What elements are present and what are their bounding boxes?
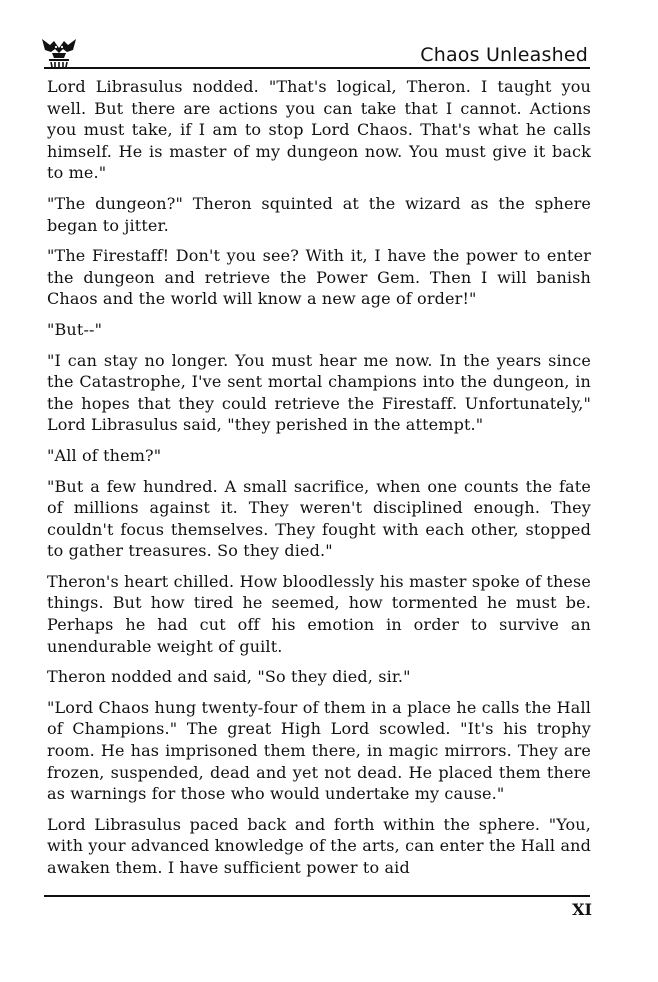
paragraph: Theron's heart chilled. How bloodlessly his master spoke of these things. But how tired he seemed, how tormented he must be. Perhaps he had cut off his emotion in order to survive an unendurable weight of guilt. [47,571,591,656]
paragraph: Theron nodded and said, "So they died, sir." [47,667,411,687]
paragraph: "The dungeon?" Theron squinted at the wizard as the sphere began to jitter. [47,193,591,235]
body-text [47,76,591,888]
page-header [40,36,588,70]
paragraph: "All of them?" [47,445,162,465]
paragraph: Lord Librasulus paced back and forth within the sphere. "You, with your advanced knowledge of the arts, can enter the Hall and awaken them. I have sufficient power to aid [47,814,591,877]
paragraph: "I can stay no longer. You must hear me now. In the years since the Catastrophe, I've sent mortal champions into the dungeon, in the hopes that they could retrieve the Firestaff. Unfortunately," Lord Librasulus said, "they perished in the attempt." [47,350,591,435]
winged-emblem-icon [40,36,78,68]
header-rule [44,67,590,69]
footer-rule [44,895,590,897]
paragraph: Lord Librasulus nodded. "That's logical, Theron. I taught you well. But there are actions you can take that I cannot. Actions you must take, if I am to stop Lord Chaos. That's what he calls himself. He is master of my dungeon now. You must give it back to me." [47,77,591,183]
paragraph: "Lord Chaos hung twenty-four of them in a place he calls the Hall of Champions." The great High Lord scowled. "It's his trophy room. He has imprisoned them there, in magic mirrors. They are frozen, suspended, dead and yet not dead. He placed them there as warnings for those who would undertake my cause." [47,697,591,804]
paragraph: "But--" [47,319,103,339]
paragraph: "The Firestaff! Don't you see? With it, I have the power to enter the dungeon and retrieve the Power Gem. Then I will banish Chaos and the world will know a new age of order!" [47,246,591,309]
page-number: XI [572,900,592,919]
paragraph: "But a few hundred. A small sacrifice, when one counts the fate of millions against it. They weren't disciplined enough. They couldn't focus themselves. They fought with each other, stopped to gather treasures. So they died." [47,476,591,561]
running-title: Chaos Unleashed [420,44,588,66]
